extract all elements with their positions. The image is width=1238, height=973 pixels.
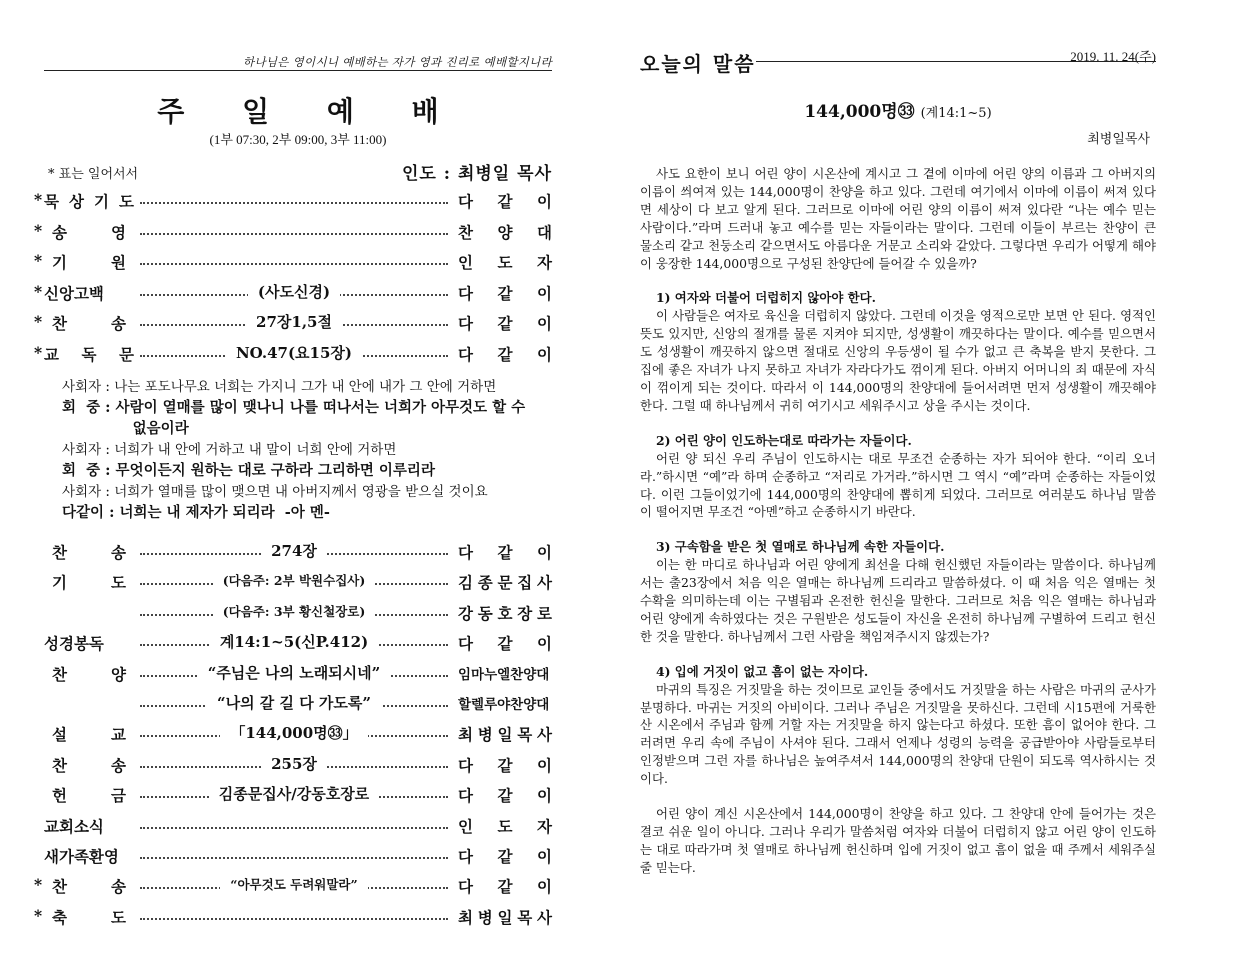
detail-text: “주님은 나의 노래되시네” bbox=[198, 664, 391, 682]
header-rule bbox=[44, 70, 552, 71]
label-char: 찬 bbox=[52, 877, 67, 897]
order-item-person bbox=[458, 221, 552, 243]
person-char: 최 bbox=[458, 725, 473, 745]
order-item-person bbox=[458, 754, 552, 776]
person-char: 이 bbox=[537, 847, 552, 866]
order-item-person bbox=[458, 693, 552, 713]
person-char: 이 bbox=[537, 755, 552, 775]
order-item-detail bbox=[140, 722, 448, 743]
label-char: 찬 bbox=[52, 543, 67, 562]
person-char: 다 bbox=[458, 847, 473, 866]
stand-marker: * bbox=[34, 281, 43, 301]
person-char: 최 bbox=[458, 907, 473, 927]
author: 최병일목사 bbox=[1087, 132, 1150, 147]
label-char: 교 bbox=[111, 725, 126, 745]
person-char: 다 bbox=[458, 755, 473, 775]
order-item bbox=[34, 308, 552, 336]
label-char: 기 bbox=[52, 253, 67, 273]
order-item bbox=[34, 186, 552, 214]
order-item bbox=[34, 217, 552, 245]
person-char: 도 bbox=[497, 816, 513, 836]
order-item bbox=[44, 598, 552, 626]
order-item-label bbox=[44, 723, 136, 745]
order-item-label bbox=[34, 220, 136, 243]
person-char: 다 bbox=[458, 543, 473, 562]
label-char: 찬 bbox=[52, 314, 67, 334]
label-char: 찬 bbox=[52, 664, 67, 684]
label-char: 송 bbox=[111, 543, 126, 562]
person-char: 할렐루야찬양대 bbox=[458, 697, 550, 713]
label-char: 성경봉독 bbox=[44, 634, 104, 654]
order-item-person bbox=[458, 251, 552, 273]
stand-marker: * bbox=[34, 343, 43, 362]
sermon-title-text: 144,000명㉝ bbox=[804, 102, 915, 122]
order-item bbox=[44, 841, 552, 869]
responsive-line: 회 중 : 무엇이든지 원하는 대로 구하라 그리하면 이루리라 bbox=[62, 462, 435, 479]
order-item bbox=[34, 278, 552, 306]
order-item-person bbox=[458, 190, 552, 212]
person-char: 같 bbox=[497, 847, 513, 866]
label-char: 송 bbox=[111, 877, 126, 897]
dot-leader bbox=[140, 847, 448, 859]
person-char: 다 bbox=[458, 192, 473, 211]
label-char: 송 bbox=[111, 755, 126, 775]
label-char: 상 bbox=[69, 192, 84, 211]
detail-text: 김종문집사/강동호장로 bbox=[209, 785, 379, 803]
point-text: 마귀의 특징은 거짓말을 하는 것이므로 교인들 중에서도 거짓말을 하는 사람은 마귀의 군사가 분명하다. 마귀는 거짓의 아비이다. 그러나 주님은 거짓말을 못하신다. 그런데 시15편에 거룩한 산 시온에서 주님과 함께 거할 자는 거짓말을 하지 않는다고 하셨다. 또한 흠이 없어야 한다. 그러려면 우리 속에 주님이 사셔야 된다. 그래서 언제나 성령의 능력을 공급받아야 사람들로부터 인정받으며 그런 자를 하나님은 높여주셔서 144,000명의 찬양대 단원이 되도록 역사하시는 것이다. bbox=[640, 681, 1156, 787]
stand-marker: * bbox=[34, 905, 43, 925]
order-item bbox=[44, 537, 552, 565]
person-char: 도 bbox=[497, 253, 513, 273]
person-char: 같 bbox=[497, 314, 513, 334]
stand-marker: * bbox=[34, 251, 43, 271]
order-item-label bbox=[34, 281, 136, 304]
sermon-title bbox=[640, 97, 1156, 122]
detail-text: NO.47(요15장) bbox=[226, 344, 362, 362]
detail-text: (다음주: 3부 황신철장로) bbox=[213, 604, 376, 619]
detail-text: 계14:1~5(신P.412) bbox=[210, 633, 378, 651]
detail-text: 255장 bbox=[261, 755, 327, 773]
label-char: 도 bbox=[119, 192, 134, 211]
order-item-person bbox=[458, 602, 552, 624]
label-char: 찬 bbox=[52, 755, 67, 775]
detail-text: 274장 bbox=[261, 542, 327, 560]
label-char: 기 bbox=[52, 573, 67, 593]
order-item-label bbox=[34, 312, 136, 334]
dot-leader bbox=[140, 817, 448, 829]
point-text: 이는 한 마디로 하나님과 어린 양에게 최선을 다해 헌신했던 자들이라는 말씀이다. 하나님께서는 출23장에서 처음 익은 열매는 하나님께 드리라고 말씀하셨다. 이 때 처음 익은 열매는 첫 수확을 의미하는데 이는 구별됨과 온전한 헌신을 말한다. 그러므로 처음 익은 열매는 하나님과 어린 양에게 속하였다는 것은 구원받은 성도들이 자신을 온전히 하나님께 구별하여 드리고 헌신한 것을 말한다. 하나님께서 그런 사람을 책임져주시지 않겠는가? bbox=[640, 557, 1156, 644]
detail-text: 27장1,5절 bbox=[246, 313, 342, 331]
person-char: 종 bbox=[477, 573, 493, 593]
order-item-label bbox=[34, 251, 136, 273]
order-item-person bbox=[458, 815, 552, 837]
order-item-person bbox=[458, 571, 552, 593]
responsive-line: 사회자 : 너희가 열매를 많이 맺으면 내 아버지께서 영광을 받으실 것이요 bbox=[62, 484, 488, 500]
detail-text: (사도신경) bbox=[248, 283, 340, 301]
point-heading: 2) 어린 양이 인도하는대로 따라가는 자들이다. bbox=[656, 432, 912, 448]
order-item bbox=[44, 780, 552, 808]
person-char: 로 bbox=[537, 603, 552, 623]
order-item-label bbox=[44, 754, 136, 776]
responsive-line: 없음이라 bbox=[62, 420, 189, 437]
person-char: 이 bbox=[537, 345, 552, 364]
order-item bbox=[44, 659, 552, 687]
detail-text: “나의 갈 길 다 가도록” bbox=[207, 694, 381, 712]
order-item-label bbox=[44, 541, 136, 563]
person-char: 이 bbox=[537, 634, 552, 654]
label-char: 교회소식 bbox=[44, 816, 104, 836]
order-item bbox=[34, 902, 552, 930]
person-char: 병 bbox=[477, 725, 493, 745]
label-char: 송 bbox=[52, 222, 67, 242]
leader: 인도 : 최병일 목사 bbox=[402, 164, 552, 184]
person-char: 자 bbox=[537, 816, 552, 836]
detail-text: (다음주: 2부 박원수집사) bbox=[213, 573, 376, 588]
person-char: 같 bbox=[497, 345, 513, 364]
label-char: 축 bbox=[52, 907, 67, 927]
label-char: 도 bbox=[111, 907, 126, 927]
order-item-label bbox=[44, 784, 136, 806]
label-char: 양 bbox=[111, 664, 126, 684]
person-char: 일 bbox=[497, 907, 513, 927]
order-item-label bbox=[34, 190, 136, 212]
person-char: 같 bbox=[497, 283, 513, 303]
label-char: 헌 bbox=[52, 786, 67, 806]
person-char: 이 bbox=[537, 314, 552, 334]
header-rule bbox=[756, 61, 1156, 62]
person-char: 병 bbox=[477, 907, 493, 927]
order-item-label bbox=[44, 845, 136, 867]
order-item-person bbox=[458, 312, 552, 334]
person-char: 인 bbox=[458, 816, 473, 836]
order-item-detail bbox=[140, 753, 448, 774]
closing-paragraph: 어린 양이 계신 시온산에서 144,000명이 찬양을 하고 있다. 그 찬양대 안에 들어가는 것은 결코 쉬운 일이 아니다. 그러나 우리가 말씀처럼 여자와 더불어 더럽히지 않고 어린 양이 인도하는 대로 따라가며 첫 열매로 하나님께 헌신하며 입에 거짓이 없고 흠이 없을 때 주께서 세워주실 줄 믿는다. bbox=[640, 806, 1156, 875]
label-char: 묵 bbox=[44, 192, 59, 211]
point-text: 어린 양 되신 우리 주님이 인도하시는 대로 무조건 순종하는 자가 되어야 한다. “이리 오너라.”하시면 “예”라 하며 순종하고 “저리로 가거라.”하시면 그 역시 “예”라며 순종하는 자들이었다. 이런 그들이었기에 144,000명의 찬양대에 뽑히게 되었다. 그러므로 여러분도 하나님 말씀이 떨어지면 무조건 “아멘”하고 순종하시기 바란다. bbox=[640, 450, 1156, 520]
person-char: 다 bbox=[458, 877, 473, 897]
scripture-ref: (계14:1~5) bbox=[920, 106, 992, 121]
order-item-detail bbox=[140, 570, 448, 589]
person-char: 사 bbox=[537, 725, 552, 745]
order-item bbox=[44, 567, 552, 595]
intro-paragraph: 사도 요한이 보니 어린 양이 시온산에 계시고 그 곁에 이마에 어린 양의 이름과 그 아버지의 이름이 씌여져 있는 144,000명이 찬양을 하고 있다. 그런데 여기에서 이마에 이름이 써져 있다면 세상이 다 보고 알게 된다. 그러므로 이마에 어린 양의 이름이 써져 있다란 “나는 예수 믿는 사람이다.”라며 드러내 놓고 예수를 믿는 자들이라는 말이다. 그런데 이들이 부르는 찬양이 큰 물소리 같고 천둥소리 같으면서도 아름다운 거문고 소리와 같았다. 그렇다면 우리가 어떻게 해야 이 웅장한 144,000명으로 구성된 찬양단에 들어갈 수 있을까? bbox=[640, 166, 1156, 271]
order-item-person bbox=[458, 875, 552, 897]
order-item bbox=[44, 689, 552, 717]
point-heading: 4) 입에 거짓이 없고 흠이 없는 자이다. bbox=[656, 663, 869, 679]
label-char: 신앙고백 bbox=[44, 283, 104, 303]
label-char: 설 bbox=[52, 725, 67, 745]
dot-leader bbox=[140, 253, 448, 265]
order-item-person bbox=[458, 282, 552, 304]
order-item-detail bbox=[140, 631, 448, 652]
order-item-person bbox=[458, 663, 552, 683]
person-char: 사 bbox=[537, 907, 552, 927]
person-char: 다 bbox=[458, 314, 473, 334]
person-char: 같 bbox=[497, 755, 513, 775]
order-item-label bbox=[34, 905, 136, 928]
person-char: 같 bbox=[497, 634, 513, 654]
person-char: 호 bbox=[497, 603, 513, 623]
person-char: 다 bbox=[458, 786, 473, 806]
order-item bbox=[44, 811, 552, 839]
point-heading: 3) 구속함을 받은 첫 열매로 하나님께 속한 자들이다. bbox=[656, 539, 945, 555]
order-item-person bbox=[458, 845, 552, 867]
order-item-label bbox=[44, 571, 136, 593]
order-item-detail bbox=[140, 342, 448, 363]
order-item-detail bbox=[140, 874, 448, 893]
person-char: 일 bbox=[497, 725, 513, 745]
label-char: 송 bbox=[111, 314, 126, 334]
label-char: 기 bbox=[94, 192, 109, 211]
sermon-body bbox=[640, 165, 1156, 877]
person-char: 대 bbox=[537, 222, 552, 242]
person-char: 인 bbox=[458, 253, 473, 273]
dot-leader bbox=[140, 192, 448, 204]
order-item bbox=[34, 339, 552, 367]
person-char: 집 bbox=[517, 573, 533, 593]
order-item-person bbox=[458, 541, 552, 563]
order-item-detail bbox=[140, 281, 448, 302]
order-item-detail bbox=[140, 601, 448, 620]
responsive-line: 회 중 : 사람이 열매를 많이 맺나니 나를 떠나서는 너희가 아무것도 할 수 bbox=[62, 399, 526, 416]
person-char: 다 bbox=[458, 345, 473, 364]
detail-text: “아무것도 두려워말라” bbox=[220, 877, 367, 892]
responsive-line: 사회자 : 나는 포도나무요 너희는 가지니 그가 내 안에 내가 그 안에 거하면 bbox=[62, 379, 497, 395]
label-char: 문 bbox=[119, 345, 134, 364]
responsive-line: 사회자 : 너희가 내 안에 거하고 내 말이 너희 안에 거하면 bbox=[62, 442, 397, 458]
person-char: 같 bbox=[497, 877, 513, 897]
order-item-person bbox=[458, 632, 552, 654]
person-char: 목 bbox=[517, 907, 533, 927]
stand-marker: * bbox=[34, 190, 43, 209]
page-title: 주 일 예 배 bbox=[157, 95, 463, 128]
service-times: (1부 07:30, 2부 09:00, 3부 11:00) bbox=[209, 132, 387, 147]
order-item-person bbox=[458, 906, 552, 928]
responsive-line: 다같이 : 너희는 내 제자가 되리라 -아 멘- bbox=[62, 504, 330, 521]
person-char: 김 bbox=[458, 573, 473, 593]
person-char: 이 bbox=[537, 543, 552, 562]
point-text: 이 사람들은 여자로 육신을 더럽히지 않았다. 그런데 이것을 영적으로만 보면 안 된다. 영적인 뜻도 있지만, 신앙의 절개를 물론 지켜야 되지만, 성생활이 깨끗하다는 말이다. 예수를 믿으면서도 성생활이 깨끗하지 않으면 절대로 신앙의 우등생이 될 수가 없고 큰 축복을 받지 못한다. 그 집에 좋은 자녀가 나지 못하고 자녀가 자라다가도 꺾이게 된다. 아버지 어머니의 죄 때문에 자식이 꺾이게 되는 것이다. 따라서 이 144,000명의 찬양대에 들어서려면 먼저 성생활이 깨끗해야 한다. 그럴 때 하나님께서 귀히 여기시고 세워주시고 상을 주시는 것이다. bbox=[640, 308, 1156, 413]
person-char: 다 bbox=[458, 283, 473, 303]
label-char: 도 bbox=[111, 573, 126, 593]
stand-marker: * bbox=[34, 220, 43, 240]
person-char: 같 bbox=[497, 786, 513, 806]
standing-note: * 표는 일어서서 bbox=[48, 167, 139, 182]
person-char: 이 bbox=[537, 192, 552, 211]
order-item-label bbox=[44, 663, 136, 685]
dot-leader bbox=[140, 223, 448, 235]
person-char: 같 bbox=[497, 192, 513, 211]
order-item bbox=[44, 750, 552, 778]
label-char: 원 bbox=[111, 253, 126, 273]
order-item-person bbox=[458, 784, 552, 806]
label-char: 새가족환영 bbox=[44, 847, 119, 866]
order-item-label bbox=[44, 632, 136, 654]
person-char: 찬 bbox=[458, 222, 473, 242]
sermon-points bbox=[640, 289, 1156, 788]
person-char: 목 bbox=[517, 725, 533, 745]
order-item-detail bbox=[140, 311, 448, 332]
motto: 하나님은 영이시니 예배하는 자가 영과 진리로 예배할지니라 bbox=[243, 55, 552, 69]
date: 2019. 11. 24(주) bbox=[1070, 49, 1156, 64]
person-char: 같 bbox=[497, 543, 513, 562]
person-char: 사 bbox=[537, 573, 552, 593]
label-char: 영 bbox=[111, 222, 126, 242]
person-char: 이 bbox=[537, 786, 552, 806]
person-char: 문 bbox=[497, 573, 513, 593]
person-char: 동 bbox=[477, 603, 493, 623]
stand-marker: * bbox=[34, 875, 43, 895]
person-char: 다 bbox=[458, 634, 473, 654]
order-item bbox=[34, 871, 552, 899]
order-item-detail bbox=[140, 540, 448, 561]
order-item bbox=[34, 247, 552, 275]
order-item-person bbox=[458, 343, 552, 365]
dot-leader bbox=[140, 908, 448, 920]
order-item bbox=[44, 628, 552, 656]
order-item-detail bbox=[140, 662, 448, 683]
section-heading: 오늘의 말씀 bbox=[640, 52, 756, 76]
person-char: 이 bbox=[537, 877, 552, 897]
order-item-detail bbox=[140, 692, 448, 713]
point-heading: 1) 여자와 더불어 더럽히지 않아야 한다. bbox=[656, 290, 876, 306]
order-item-label bbox=[34, 875, 136, 897]
person-char: 임마누엘찬양대 bbox=[458, 666, 550, 683]
person-char: 강 bbox=[458, 603, 473, 623]
label-char: 독 bbox=[81, 345, 97, 364]
order-item-person bbox=[458, 723, 552, 745]
person-char: 자 bbox=[537, 253, 552, 273]
order-item-detail bbox=[140, 783, 448, 804]
order-item-label bbox=[34, 343, 136, 365]
person-char: 이 bbox=[537, 283, 552, 303]
order-item-label bbox=[44, 815, 136, 837]
person-char: 양 bbox=[497, 222, 513, 242]
label-char: 교 bbox=[44, 345, 59, 364]
responsive-reading bbox=[62, 377, 552, 524]
label-char: 금 bbox=[111, 786, 126, 806]
person-char: 장 bbox=[517, 603, 533, 623]
order-item bbox=[44, 719, 552, 747]
stand-marker: * bbox=[34, 312, 43, 332]
detail-text: 「144,000명㉝」 bbox=[220, 724, 367, 742]
